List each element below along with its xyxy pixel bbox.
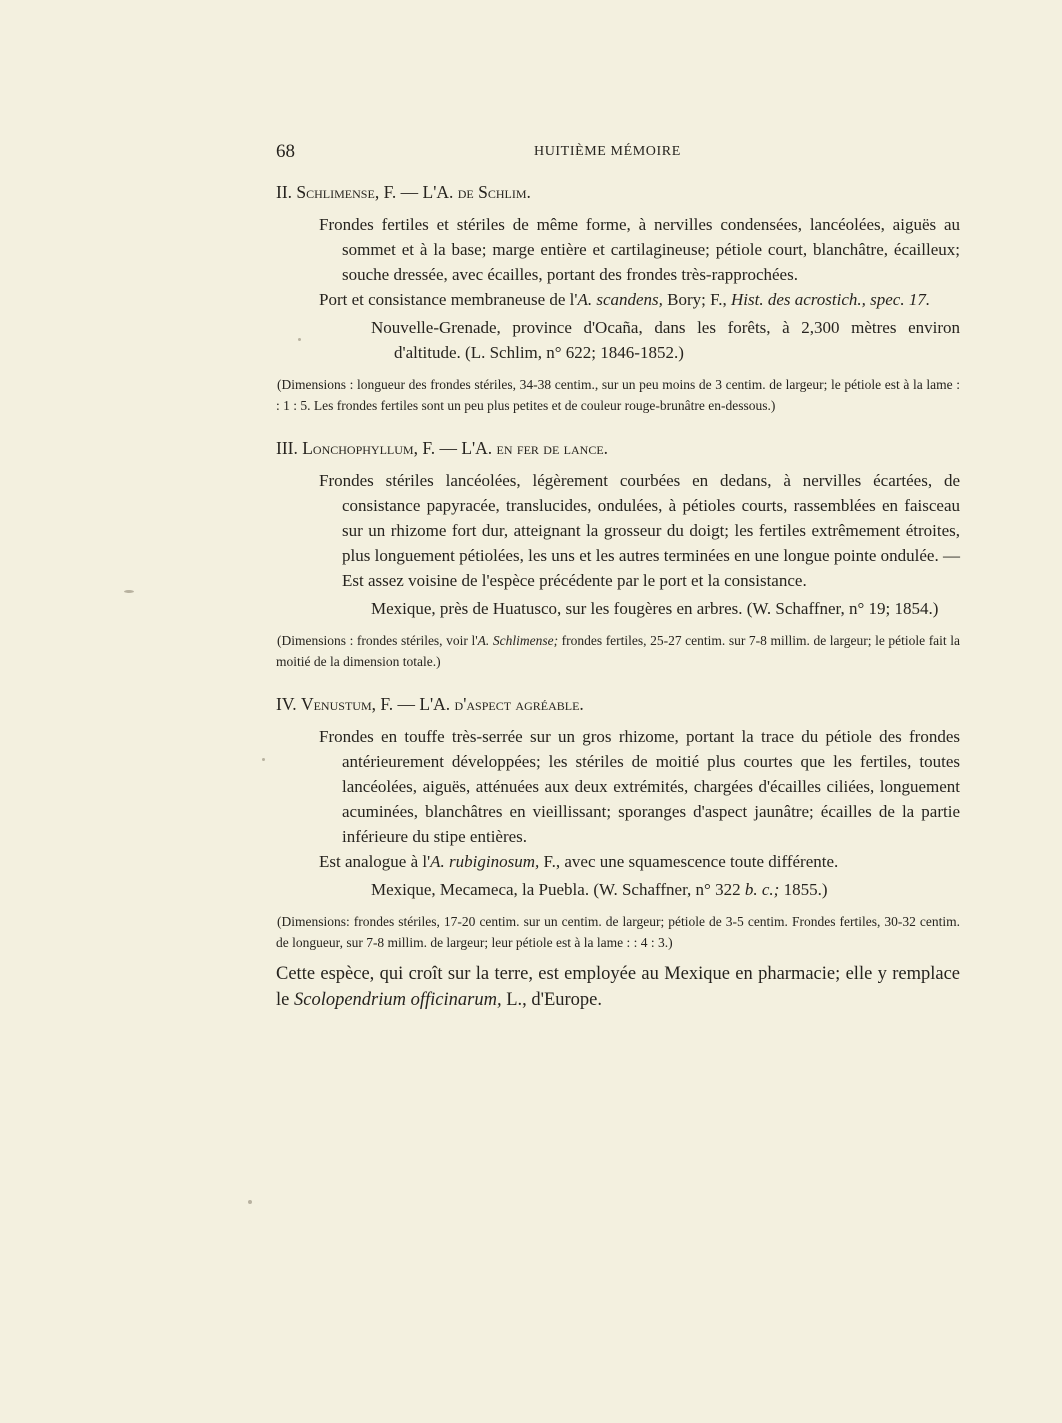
species-heading [276,180,960,204]
species-name: Lonchophyllum [302,438,414,458]
species-name: Schlimense [296,182,375,202]
paper-speck [298,338,301,341]
locality-paragraph [276,877,960,902]
description-paragraph: Frondes stériles lancéolées, légèrement courbées en dedans, à nervilles écartées, de consistance papyracée, translucides, ondulées, à pétioles courts, rassemblées en faisceau sur un rhizome fort dur, atteignant la grosseur du doigt; les fertiles extrêmement étroites, plus longuement pétiolées, les uns et les autres terminées en une longue pointe ondulée. — Est assez voisine de l'espèce précédente par le port et la consistance. [319,471,960,590]
locality-paragraph: Nouvelle-Grenade, province d'Ocaña, dans les forêts, à 2,300 mètres environ d'altitude. (L. Schlim, n° 622; 1846-1852.) [371,318,960,362]
comparison-author: Bory; F., [662,290,731,309]
locality-italic: b. c.; [744,880,780,899]
comparison-species: A. rubiginosum, [430,852,540,871]
comparison-paragraph [276,287,960,312]
note-species: A. Schlimense; [477,633,559,648]
locality-text: Mexique, Mecameca, la Puebla. (W. Schaffner, n° 322 [371,880,745,899]
comparison-species: A. scandens, [577,290,663,309]
species-heading [276,692,960,716]
closing-species: Scolopendrium officinarum, [293,990,502,1010]
heading-numeral: IV. [276,694,297,714]
heading-author: , F. — L'A. [374,182,454,202]
dimensions-note: (Dimensions: frondes stériles, 17-20 centim. sur un centim. de largeur; pétiole de 3-5 centim. Frondes fertiles, 30-32 centim. de longueur, sur 7-8 millim. de largeur; leur pétiole est à la lame : : 4 : 3.) [276,914,960,950]
species-entry-schlimense [276,180,960,416]
description-paragraph: Frondes fertiles et stériles de même forme, à nervilles condensées, lancéolées, aiguës au sommet et à la base; marge entière et cartilagineuse; pétiole court, blanchâtre, écailleux; souche dressée, avec écailles, portant des frondes très-rapprochées. [319,215,960,284]
species-entry-venustum [276,692,960,1013]
description-paragraph: Frondes en touffe très-serrée sur un gros rhizome, portant la trace du pétiole des frondes antérieurement développées; les stériles de moitié plus courtes que les fertiles, toutes lancéolées, aiguës, atténuées aux deux extrémités, chargées d'écailles ciliées, longuement acuminées, blanchâtres en vieillissant; sporanges d'aspect jaunâtre; écailles de la partie inférieure du stipe entières. [319,727,960,846]
common-name: d'aspect agréable. [454,694,584,714]
locality-paragraph: Mexique, près de Huatusco, sur les fougères en arbres. (W. Schaffner, n° 19; 1854.) [371,599,939,618]
locality-year: 1855.) [779,880,828,899]
heading-numeral: III. [276,438,298,458]
paper-speck [124,590,134,593]
running-title: HUITIÈME MÉMOIRE [534,144,681,159]
comparison-rest: F., avec une squamescence toute différente. [539,852,839,871]
species-entry-lonchophyllum [276,436,960,672]
common-name: de Schlim. [457,182,531,202]
heading-author: , F. — L'A. [371,694,451,714]
species-heading [276,436,960,460]
note-text: (Dimensions : frondes stériles, voir l' [277,633,478,648]
comparison-reference: Hist. des acrostich., spec. 17. [731,290,931,309]
dimensions-note: (Dimensions : longueur des frondes stériles, 34-38 centim., sur un peu moins de 3 centim. de largeur; le pétiole est à la lame : : 1 : 5. Les frondes fertiles sont un peu plus petites et de couleur rouge-brunâtre en-dessous.) [276,377,960,413]
common-name: en fer de lance. [496,438,609,458]
comparison-text: Est analogue à l' [319,852,431,871]
paper-speck [262,758,265,761]
paper-speck [248,1200,252,1204]
closing-text: Cette espèce, qui croît sur la terre, est employée au Mexique en pharmacie; elle y remplace le [276,964,960,1010]
page-number: 68 [276,141,295,162]
page-body [276,180,960,1032]
heading-author: , F. — L'A. [413,438,493,458]
dimensions-note [276,630,960,672]
comparison-text: Port et consistance membraneuse de l' [319,290,578,309]
page-header [276,141,960,167]
closing-rest: L., d'Europe. [501,990,603,1010]
closing-paragraph [276,961,960,1013]
comparison-paragraph [276,849,960,874]
species-name: Venustum [300,694,372,714]
heading-numeral: II. [276,182,293,202]
note-text-rest: frondes fertiles, 25-27 centim. sur 7-8 millim. de largeur; le pétiole fait la moitié de la dimension totale.) [276,633,960,669]
